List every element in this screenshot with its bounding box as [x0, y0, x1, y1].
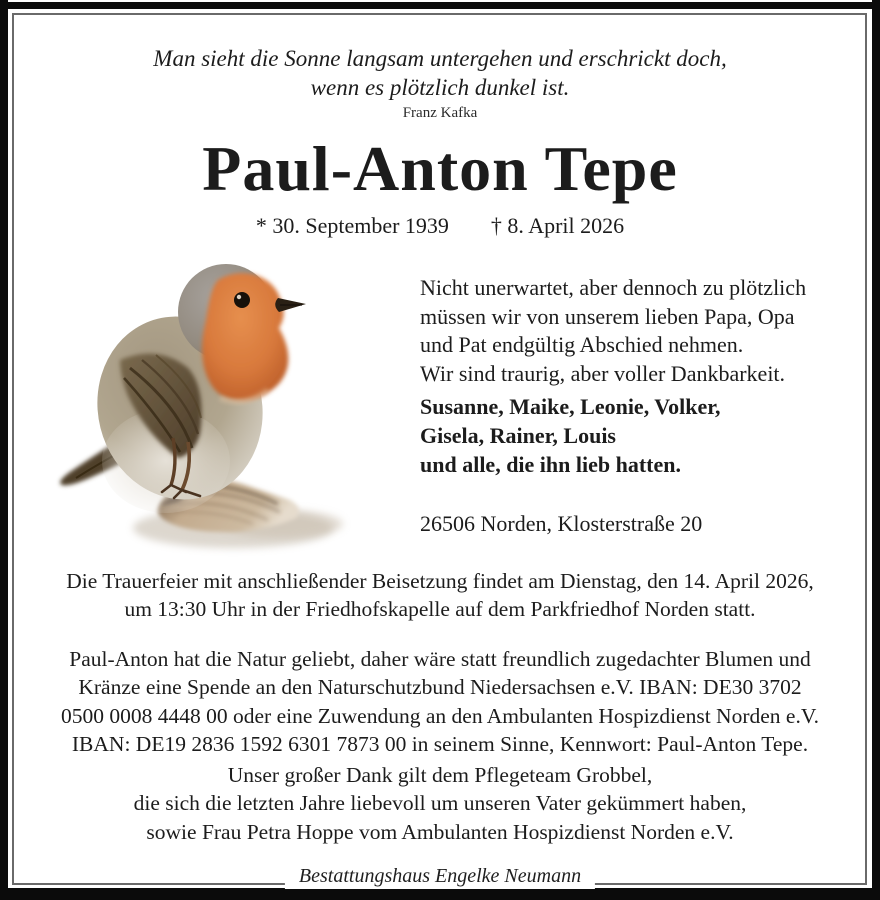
- opening-quote: [0, 44, 880, 122]
- donation-line: Kränze eine Spende an den Naturschutzbund Niedersachsen e.V. IBAN: DE30 3702: [78, 675, 802, 700]
- quote-attribution: Franz Kafka: [402, 105, 478, 121]
- service-line: Die Trauerfeier mit anschließender Beisetzung findet am Dienstag, den 14. April 2026,: [66, 569, 814, 593]
- outer-border-top: [0, 2, 880, 9]
- mourners-list: [420, 393, 860, 479]
- thanks-paragraph: [0, 761, 880, 846]
- donation-line: 0500 0008 4448 00 oder eine Zuwendung an den Ambulanten Hospizdienst Norden e.V.: [61, 703, 819, 728]
- quote-line-1: Man sieht die Sonne langsam untergehen und erschrickt doch,: [153, 46, 727, 71]
- quote-line-2: wenn es plötzlich dunkel ist.: [310, 75, 570, 100]
- donation-line: Paul-Anton hat die Natur geliebt, daher wäre statt freundlich zugedachter Blumen und: [69, 647, 811, 671]
- announcement-line: und Pat endgültig Abschied nehmen.: [420, 332, 744, 358]
- birth-date: * 30. September 1939: [255, 213, 449, 238]
- robin-eye: [234, 292, 250, 308]
- service-line: um 13:30 Uhr in der Friedhofskapelle auf dem Parkfriedhof Norden statt.: [124, 597, 756, 622]
- announcement-line: müssen wir von unserem lieben Papa, Opa: [420, 303, 795, 329]
- announcement-text: [420, 274, 860, 388]
- thanks-line: sowie Frau Petra Hoppe vom Ambulanten Hospizdienst Norden e.V.: [146, 819, 734, 844]
- deceased-name: Paul-Anton Tepe: [202, 133, 678, 204]
- announcement-line: Wir sind traurig, aber voller Dankbarkeit.: [420, 360, 786, 386]
- robin-breast: [202, 273, 288, 401]
- death-date: † 8. April 2026: [490, 213, 625, 238]
- mourners-line: und alle, die ihn lieb hatten.: [420, 451, 682, 477]
- thanks-line: Unser großer Dank gilt dem Pflegeteam Grobbel,: [227, 763, 653, 787]
- life-dates: [0, 212, 880, 240]
- funeral-home-name: Bestattungshaus Engelke Neumann: [285, 863, 595, 889]
- donation-line: IBAN: DE19 2836 1592 6301 7873 00 in seinem Sinne, Kennwort: Paul-Anton Tepe.: [71, 732, 809, 757]
- robin-image: [28, 256, 363, 566]
- robin-beak: [275, 298, 306, 312]
- home-address: 26506 Norden, Klosterstraße 20: [420, 511, 703, 537]
- mourners-line: Gisela, Rainer, Louis: [420, 422, 616, 448]
- thanks-line: die sich die letzten Jahre liebevoll um unseren Vater gekümmert haben,: [133, 791, 747, 816]
- outer-border-bottom: [0, 888, 880, 900]
- service-details: [0, 567, 880, 624]
- mourners-line: Susanne, Maike, Leonie, Volker,: [420, 394, 721, 420]
- donation-request: [0, 645, 880, 759]
- announcement-line: Nicht unerwartet, aber dennoch zu plötzlich: [420, 275, 807, 300]
- announcement-block: [420, 274, 860, 539]
